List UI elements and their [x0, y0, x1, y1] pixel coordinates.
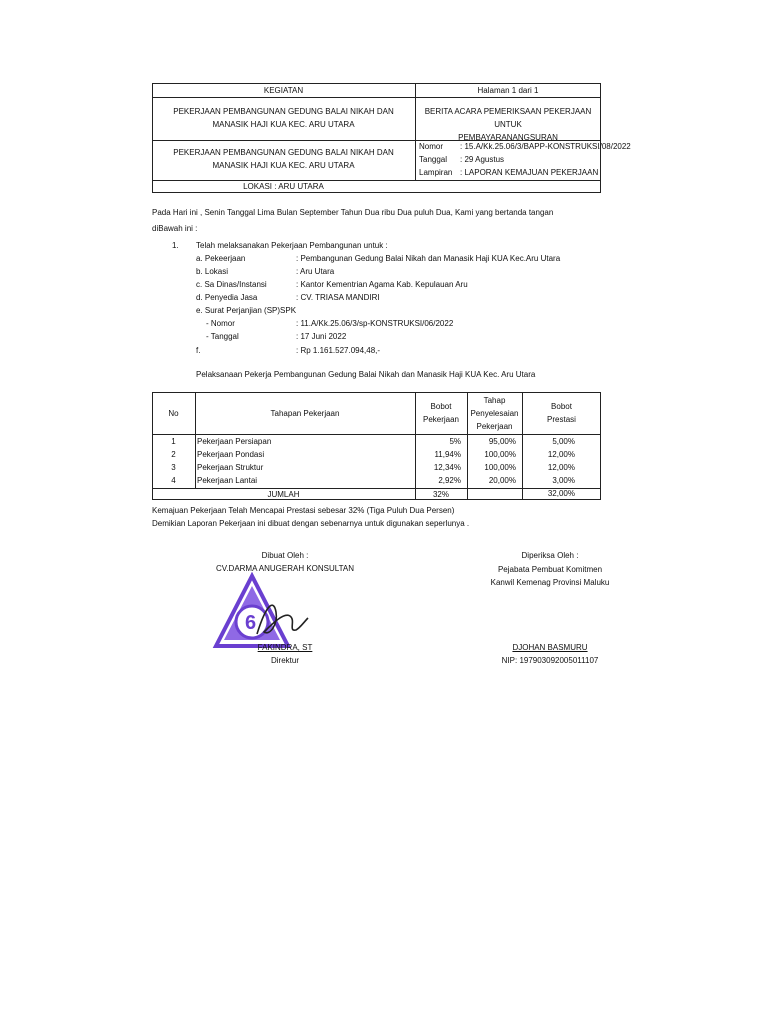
row-tahap: 100,00%	[484, 463, 516, 472]
details-number: 1.	[172, 241, 179, 250]
detail-value-tanggal: : 17 Juni 2022	[296, 332, 347, 341]
detail-label-surat: e. Surat Perjanjian (SP)SPK	[196, 306, 297, 315]
right-signer-name: DJOHAN BASMURU	[512, 643, 588, 652]
total-prestasi: 32,00%	[547, 489, 575, 498]
row-tahapan: Pekerjaan Persiapan	[197, 437, 272, 446]
col-header-bobot-1: Bobot	[430, 402, 452, 411]
tanggal-value: : 29 Agustus	[460, 155, 505, 164]
detail-label-nomor: - Nomor	[206, 319, 235, 328]
col-header-no: No	[168, 408, 179, 418]
intro-line-1: Pada Hari ini , Senin Tanggal Lima Bulan September Tahun Dua ribu Dua puluh Dua, Kami yang bertanda tangan	[152, 208, 554, 217]
detail-value-nomor: : 11.A/Kk.25.06/3/sp-KONSTRUKSI/06/2022	[296, 319, 454, 328]
berita-acara-line-2: PEMBAYARANANGSURAN	[458, 133, 558, 142]
detail-label-instansi: c. Sa Dinas/Instansi	[196, 280, 267, 289]
right-role-1: Pejabata Pembuat Komitmen	[497, 565, 603, 574]
col-header-tahap-3: Pekerjaan	[476, 422, 513, 431]
row-no: 4	[171, 476, 176, 485]
left-company: CV.DARMA ANUGERAH KONSULTAN	[215, 564, 355, 573]
row-tahapan: Pekerjaan Lantai	[197, 476, 258, 485]
row-prestasi: 12,00%	[547, 450, 575, 459]
right-signer-nip: NIP: 197903092005011107	[501, 656, 599, 665]
row-prestasi: 3,00%	[552, 476, 575, 485]
row-tahapan: Pekerjaan Pondasi	[197, 450, 265, 459]
intro-line-2: diBawah ini :	[152, 224, 198, 233]
detail-value-lokasi: : Aru Utara	[296, 267, 335, 276]
lokasi-label: LOKASI : ARU UTARA	[243, 182, 324, 191]
nomor-label: Nomor	[419, 142, 444, 151]
pekerjaan-title-line-2: MANASIK HAJI KUA KEC. ARU UTARA	[212, 120, 355, 129]
left-dibuat: Dibuat Oleh :	[261, 551, 309, 560]
row-bobot: 11,94%	[434, 450, 461, 459]
tanggal-label: Tanggal	[419, 155, 448, 164]
detail-value-penyedia: : CV. TRIASA MANDIRI	[296, 293, 380, 302]
detail-value-instansi: : Kantor Kementrian Agama Kab. Kepulauan Aru	[296, 280, 468, 289]
svg-text:6: 6	[245, 612, 257, 634]
nomor-value: : 15.A/Kk.25.06/3/BAPP-KONSTRUKSI/08/2022	[460, 142, 631, 151]
col-header-tahap	[467, 394, 522, 433]
col-header-tahapan: Tahapan Pekerjaan	[270, 408, 340, 418]
total-label: JUMLAH	[267, 489, 300, 499]
table-row	[152, 450, 601, 462]
company-stamp-icon	[212, 572, 322, 652]
berita-acara-title	[415, 105, 601, 144]
pelaksanaan-line: Pelaksanaan Pekerja Pembangunan Gedung Balai Nikah dan Manasik Haji KUA Kec. Aru Utara	[196, 370, 536, 379]
kegiatan-label: KEGIATAN	[263, 85, 304, 95]
row-bobot: 2,92%	[438, 476, 461, 485]
halaman-label: Halaman 1 dari 1	[477, 85, 539, 95]
detail-value-nilai: : Rp 1.161.527.094,48,-	[296, 346, 381, 355]
detail-label-penyedia: d. Penyedia Jasa	[196, 293, 258, 302]
pekerjaan-title-top	[152, 105, 415, 131]
detail-label-lokasi: b. Lokasi	[196, 267, 229, 276]
lampiran-label: Lampiran	[419, 168, 453, 177]
detail-label-pekerjaan: a. Pekeerjaan	[196, 254, 246, 263]
row-no: 1	[171, 437, 176, 446]
details-heading: Telah melaksanakan Pekerjaan Pembangunan untuk :	[196, 241, 388, 250]
right-diperiksa: Diperiksa Oleh :	[521, 551, 579, 560]
col-header-tahap-1: Tahap	[483, 396, 506, 405]
row-tahap: 20,00%	[488, 476, 516, 485]
summary-line-1: Kemajuan Pekerjaan Telah Mencapai Prestasi sebesar 32% (Tiga Puluh Dua Persen)	[152, 506, 455, 515]
pekerjaan-title-line-1: PEKERJAAN PEMBANGUNAN GEDUNG BALAI NIKAH DAN	[173, 107, 394, 116]
detail-value-pekerjaan: : Pembangunan Gedung Balai Nikah dan Manasik Haji KUA Kec.Aru Utara	[296, 254, 561, 263]
left-signer-title: Direktur	[270, 656, 299, 665]
col-header-tahap-2: Penyelesaian	[470, 409, 519, 418]
pekerjaan-title-line-4: MANASIK HAJI KUA KEC. ARU UTARA	[212, 161, 355, 170]
col-header-bobot-2: Pekerjaan	[422, 415, 460, 424]
table-row	[152, 476, 601, 488]
total-bobot: 32%	[432, 489, 449, 499]
col-header-bobot	[415, 400, 467, 426]
row-tahap: 100,00%	[484, 450, 516, 459]
detail-label-tanggal: - Tanggal	[206, 332, 239, 341]
col-header-prestasi-1: Bobot	[551, 402, 572, 411]
col-header-prestasi	[522, 400, 601, 426]
row-prestasi: 5,00%	[552, 437, 575, 446]
row-prestasi: 12,00%	[547, 463, 575, 472]
row-bobot: 12,34%	[433, 463, 461, 472]
summary-line-2: Demikian Laporan Pekerjaan ini dibuat dengan sebenarnya untuk digunakan seperlunya .	[152, 519, 470, 528]
berita-acara-line-1: BERITA ACARA PEMERIKSAAN PEKERJAAN UNTUK	[424, 107, 592, 129]
col-header-prestasi-2: Prestasi	[547, 415, 576, 424]
row-tahap: 95,00%	[488, 437, 516, 446]
detail-label-nilai: f.	[196, 346, 201, 355]
pekerjaan-title-bottom	[152, 146, 415, 172]
table-header-line	[152, 434, 601, 435]
right-role-2: Kanwil Kemenag Provinsi Maluku	[490, 578, 610, 587]
row-no: 3	[171, 463, 176, 472]
table-row	[152, 463, 601, 475]
row-tahapan: Pekerjaan Struktur	[197, 463, 264, 472]
header-row-line-1	[152, 97, 601, 98]
left-signer-name: FAKINDRA, ST	[257, 643, 313, 652]
row-no: 2	[171, 450, 176, 459]
pekerjaan-title-line-3: PEKERJAAN PEMBANGUNAN GEDUNG BALAI NIKAH DAN	[173, 148, 394, 157]
lampiran-value: : LAPORAN KEMAJUAN PEKERJAAN	[460, 168, 599, 177]
table-row	[152, 437, 601, 449]
row-bobot: 5%	[449, 437, 461, 446]
